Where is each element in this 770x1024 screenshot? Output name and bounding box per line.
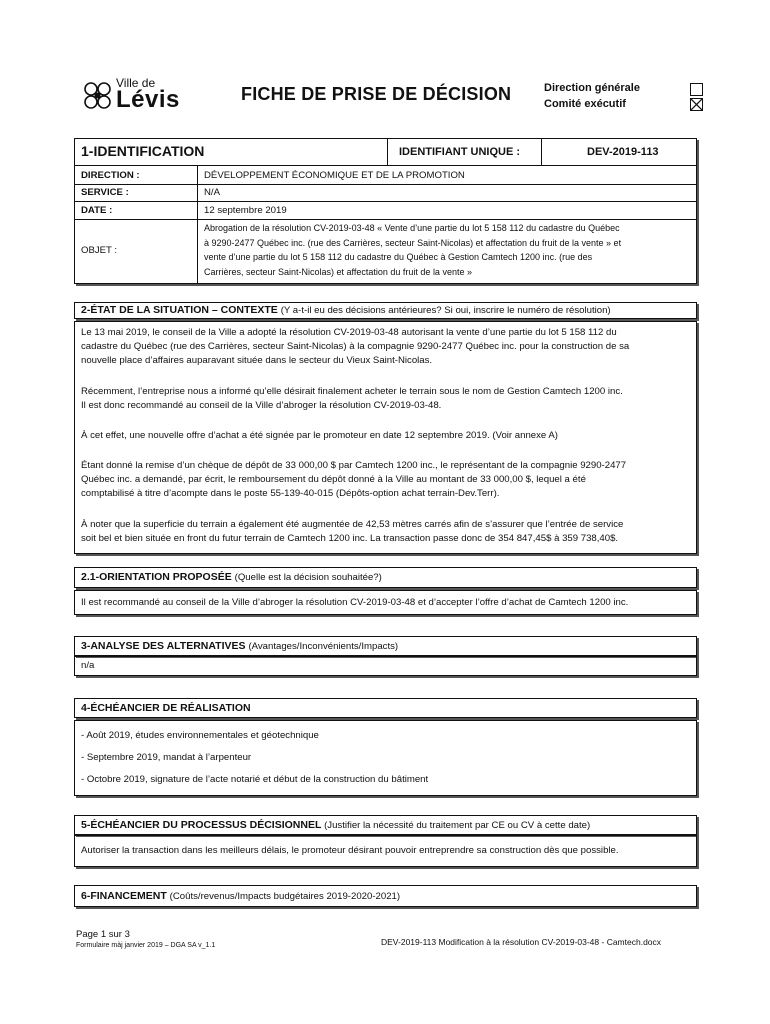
direction-value: DÉVELOPPEMENT ÉCONOMIQUE ET DE LA PROMOTION <box>204 170 465 181</box>
page-title: FICHE DE PRISE DE DÉCISION <box>241 84 512 104</box>
objet-line: Carrières, secteur Saint-Nicolas) et affectation du fruit de la vente » <box>204 266 472 277</box>
echeancier-item: - Août 2019, études environnementales et géotechnique <box>81 730 319 741</box>
page-number: Page 1 sur 3 <box>76 929 130 940</box>
identification-section-title: 1-IDENTIFICATION <box>81 143 205 159</box>
objet-label: OBJET : <box>81 245 118 256</box>
date-value: 12 septembre 2019 <box>204 205 287 216</box>
checkmark-x-icon <box>691 99 702 110</box>
objet-line: Abrogation de la résolution CV-2019-03-48 « Vente d’une partie du lot 5 158 112 du cadastre du Québec <box>204 223 620 233</box>
ville-de-levis-logo <box>82 76 192 116</box>
orientation-body <box>74 590 697 615</box>
etat-paragraph-3: À cet effet, une nouvelle offre d’achat a été signée par le promoteur en date 12 septembre 2019. (Voir annexe A) <box>81 430 558 441</box>
echeancier-item: - Septembre 2019, mandat à l’arpenteur <box>81 752 252 763</box>
levis-logo-icon <box>82 80 114 112</box>
etat-paragraph-1: Le 13 mai 2019, le conseil de la Ville a adopté la résolution CV-2019-03-48 autorisant la vente d’une partie du lot 5 158 112 du cadastre du Québec (rue des Carrières, secteur Saint-Nicolas) à la compagnie 9290-2477 Québec inc. pour la construction de sa nouvelle place d’affaires auparavant située dans le secteur du Vieux Saint-Nicolas. <box>81 327 630 366</box>
etat-situation-header <box>74 302 697 319</box>
orientation-title: 2.1-ORIENTATION PROPOSÉE (Quelle est la décision souhaitée?) <box>81 571 382 583</box>
service-value: N/A <box>204 187 220 198</box>
option-direction-generale-label: Direction générale <box>544 82 640 94</box>
identification-table <box>74 138 697 284</box>
identification-header-row <box>75 139 696 166</box>
document-filename: DEV-2019-113 Modification à la résolution CV-2019-03-48 - Camtech.docx <box>381 937 662 947</box>
objet-line: vente d’une partie du lot 5 158 112 du cadastre du Québec à Gestion Camtech 1200 inc. (rue des <box>204 252 593 262</box>
logo-levis: Lévis <box>116 86 180 113</box>
objet-value <box>204 221 690 279</box>
comite-executif-checkbox[interactable] <box>690 98 703 111</box>
row-divider <box>75 219 696 220</box>
etat-paragraph-5: À noter que la superficie du terrain a également été augmentée de 42,53 mètres carrés afin de s’assurer que l’entrée de service soit bel et bien située en front du futur terrain de Camtech 1200 inc. La transaction passe donc de 354 847,45$ à 359 738,40$. <box>81 519 624 544</box>
identifiant-unique-value: DEV-2019-113 <box>587 146 659 158</box>
header-divider-2 <box>541 139 542 166</box>
etat-situation-title: 2-ÉTAT DE LA SITUATION – CONTEXTE (Y a-t-il eu des décisions antérieures? Si oui, inscrire le numéro de résolution) <box>81 304 611 316</box>
echeancier-header <box>74 698 697 718</box>
analyse-text: n/a <box>81 660 95 671</box>
etat-paragraph-4: Étant donné la remise d’un chèque de dépôt de 33 000,00 $ par Camtech 1200 inc., le représentant de la compagnie 9290-2477 Québec inc. a demandé, par écrit, le remboursement du dépôt donné à la Ville au montant de 33 000,00 $, lequel a été comptabilisé à titre d’acompte dans le poste 55-139-40-015 (Dépôts-option achat terrain-Dev.Terr). <box>81 460 627 499</box>
analyse-title: 3-ANALYSE DES ALTERNATIVES (Avantages/Inconvénients/Impacts) <box>81 640 399 652</box>
objet-line: à 9290-2477 Québec inc. (rue des Carrières, secteur Saint-Nicolas) et affectation du fruit de la vente » et <box>204 237 622 248</box>
header-divider-1 <box>387 139 388 166</box>
direction-label: DIRECTION : <box>81 170 140 181</box>
echeancier-item: - Octobre 2019, signature de l’acte notarié et début de la construction du bâtiment <box>81 774 429 785</box>
row-divider <box>75 184 696 185</box>
echeancier-body <box>74 720 697 796</box>
orientation-header <box>74 567 697 588</box>
etat-paragraph-2: Récemment, l’entreprise nous a informé qu’elle désirait finalement acheter le terrain sous le nom de Gestion Camtech 1200 inc. Il est donc recommandé au conseil de la Ville d’abroger la résolution CV-2019-03-48. <box>81 386 623 411</box>
row-divider <box>75 201 696 202</box>
processus-header <box>74 815 697 835</box>
date-label: DATE : <box>81 205 113 216</box>
etat-situation-body <box>74 321 697 554</box>
analyse-body <box>74 656 697 676</box>
processus-body <box>74 835 697 867</box>
service-label: SERVICE : <box>81 187 129 198</box>
logo-ville-de: Ville de <box>116 76 156 90</box>
direction-generale-checkbox[interactable] <box>690 83 703 96</box>
orientation-text: Il est recommandé au conseil de la Ville d’abroger la résolution CV-2019-03-48 et d’accepter l’offre d’achat de Camtech 1200 inc. <box>81 597 629 608</box>
processus-title: 5-ÉCHÉANCIER DU PROCESSUS DÉCISIONNEL (Justifier la nécessité du traitement par CE ou CV à cette date) <box>81 819 591 831</box>
identifiant-unique-label: IDENTIFIANT UNIQUE : <box>399 146 520 158</box>
processus-text: Autoriser la transaction dans les meilleurs délais, le promoteur désirant pouvoir entreprendre sa construction dès que possible. <box>81 845 619 856</box>
financement-header <box>74 885 697 907</box>
analyse-header <box>74 636 697 656</box>
option-comite-executif-label: Comité exécutif <box>544 98 626 110</box>
echeancier-title: 4-ÉCHÉANCIER DE RÉALISATION <box>81 702 251 714</box>
form-version: Formulaire màj janvier 2019 – DGA SA v_1.1 <box>76 942 216 949</box>
financement-title: 6-FINANCEMENT (Coûts/revenus/Impacts budgétaires 2019-2020-2021) <box>81 890 401 902</box>
